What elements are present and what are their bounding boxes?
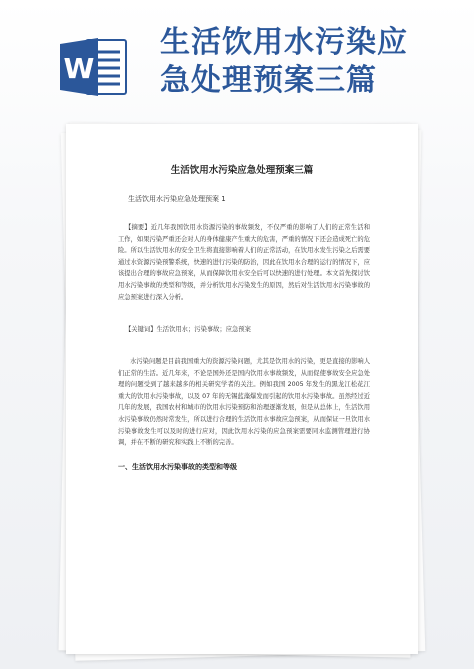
keywords-paragraph: 【关键词】生活饮用水；污染事故；应急预案	[125, 326, 251, 333]
page-title-line-2: 急处理预案三篇	[160, 63, 377, 98]
document-subtitle: 生活饮用水污染应急处理预案 1	[128, 195, 226, 203]
word-logo-letter: W	[63, 52, 95, 85]
abstract-paragraph: 【摘要】近几年我国饮用水资源污染的事故频发，不仅严重的影响了人们的正常生活和工作，如果污染严重还会对人的身体健康产生重大的危害，严重的情况下还会造成死亡的危险。所以生活饮用水的安全卫生将直接影响着人们的正常活动，在饮用水发生污染之后需要通过水资源污染预警系统，快速的进行污染的防治，因此在饮用水合理的运行的情况下，应该提出合理的事故应急预案，从而保障饮用水安全后可以快速的进行处理。本文首先探讨饮用水污染事故的类型和等级，并分析饮用水污染发生的原因，然后对生活饮用水污染事故的应急预案进行深入分析。	[118, 224, 370, 301]
page-title-line-1: 生活饮用水污染应	[160, 25, 408, 60]
document-preview	[58, 120, 428, 660]
body-paragraph: 水污染问题是目前我国重大的资源污染问题，尤其是饮用水的污染，更是直接的影响人们正常的生活。近几年来，不论是国外还是国内饮用水事故频发，从而促使事故安全应急处理的问题受到了越来越多的相关研究学者的关注。例如我国 2005 年发生的黑龙江松花江重大的饮用水污染事故，以及 07 年的无锡蓝藻爆发而引起的饮用水污染事故。虽然经过近几年的发展，我国农村和城市的饮用水污染预防和治理逐渐发展，但是从总体上，生活饮用水污染事故仍然时常发生，所以进行合理的生活饮用水事故应急预案，从而保证一旦饮用水污染事故发生可以及时的进行应对，因此饮用水污染的应急预案需要同水监测管理进行协调，并在不断的研究和实践上不断的完善。	[118, 358, 370, 447]
page-title	[160, 24, 460, 100]
word-document-icon	[58, 36, 130, 98]
header-banner	[0, 0, 474, 118]
document-page	[66, 124, 418, 654]
document-title: 生活饮用水污染应急处理预案三篇	[170, 165, 314, 176]
section-heading: 一、生活饮用水污染事故的类型和等级	[118, 463, 237, 471]
